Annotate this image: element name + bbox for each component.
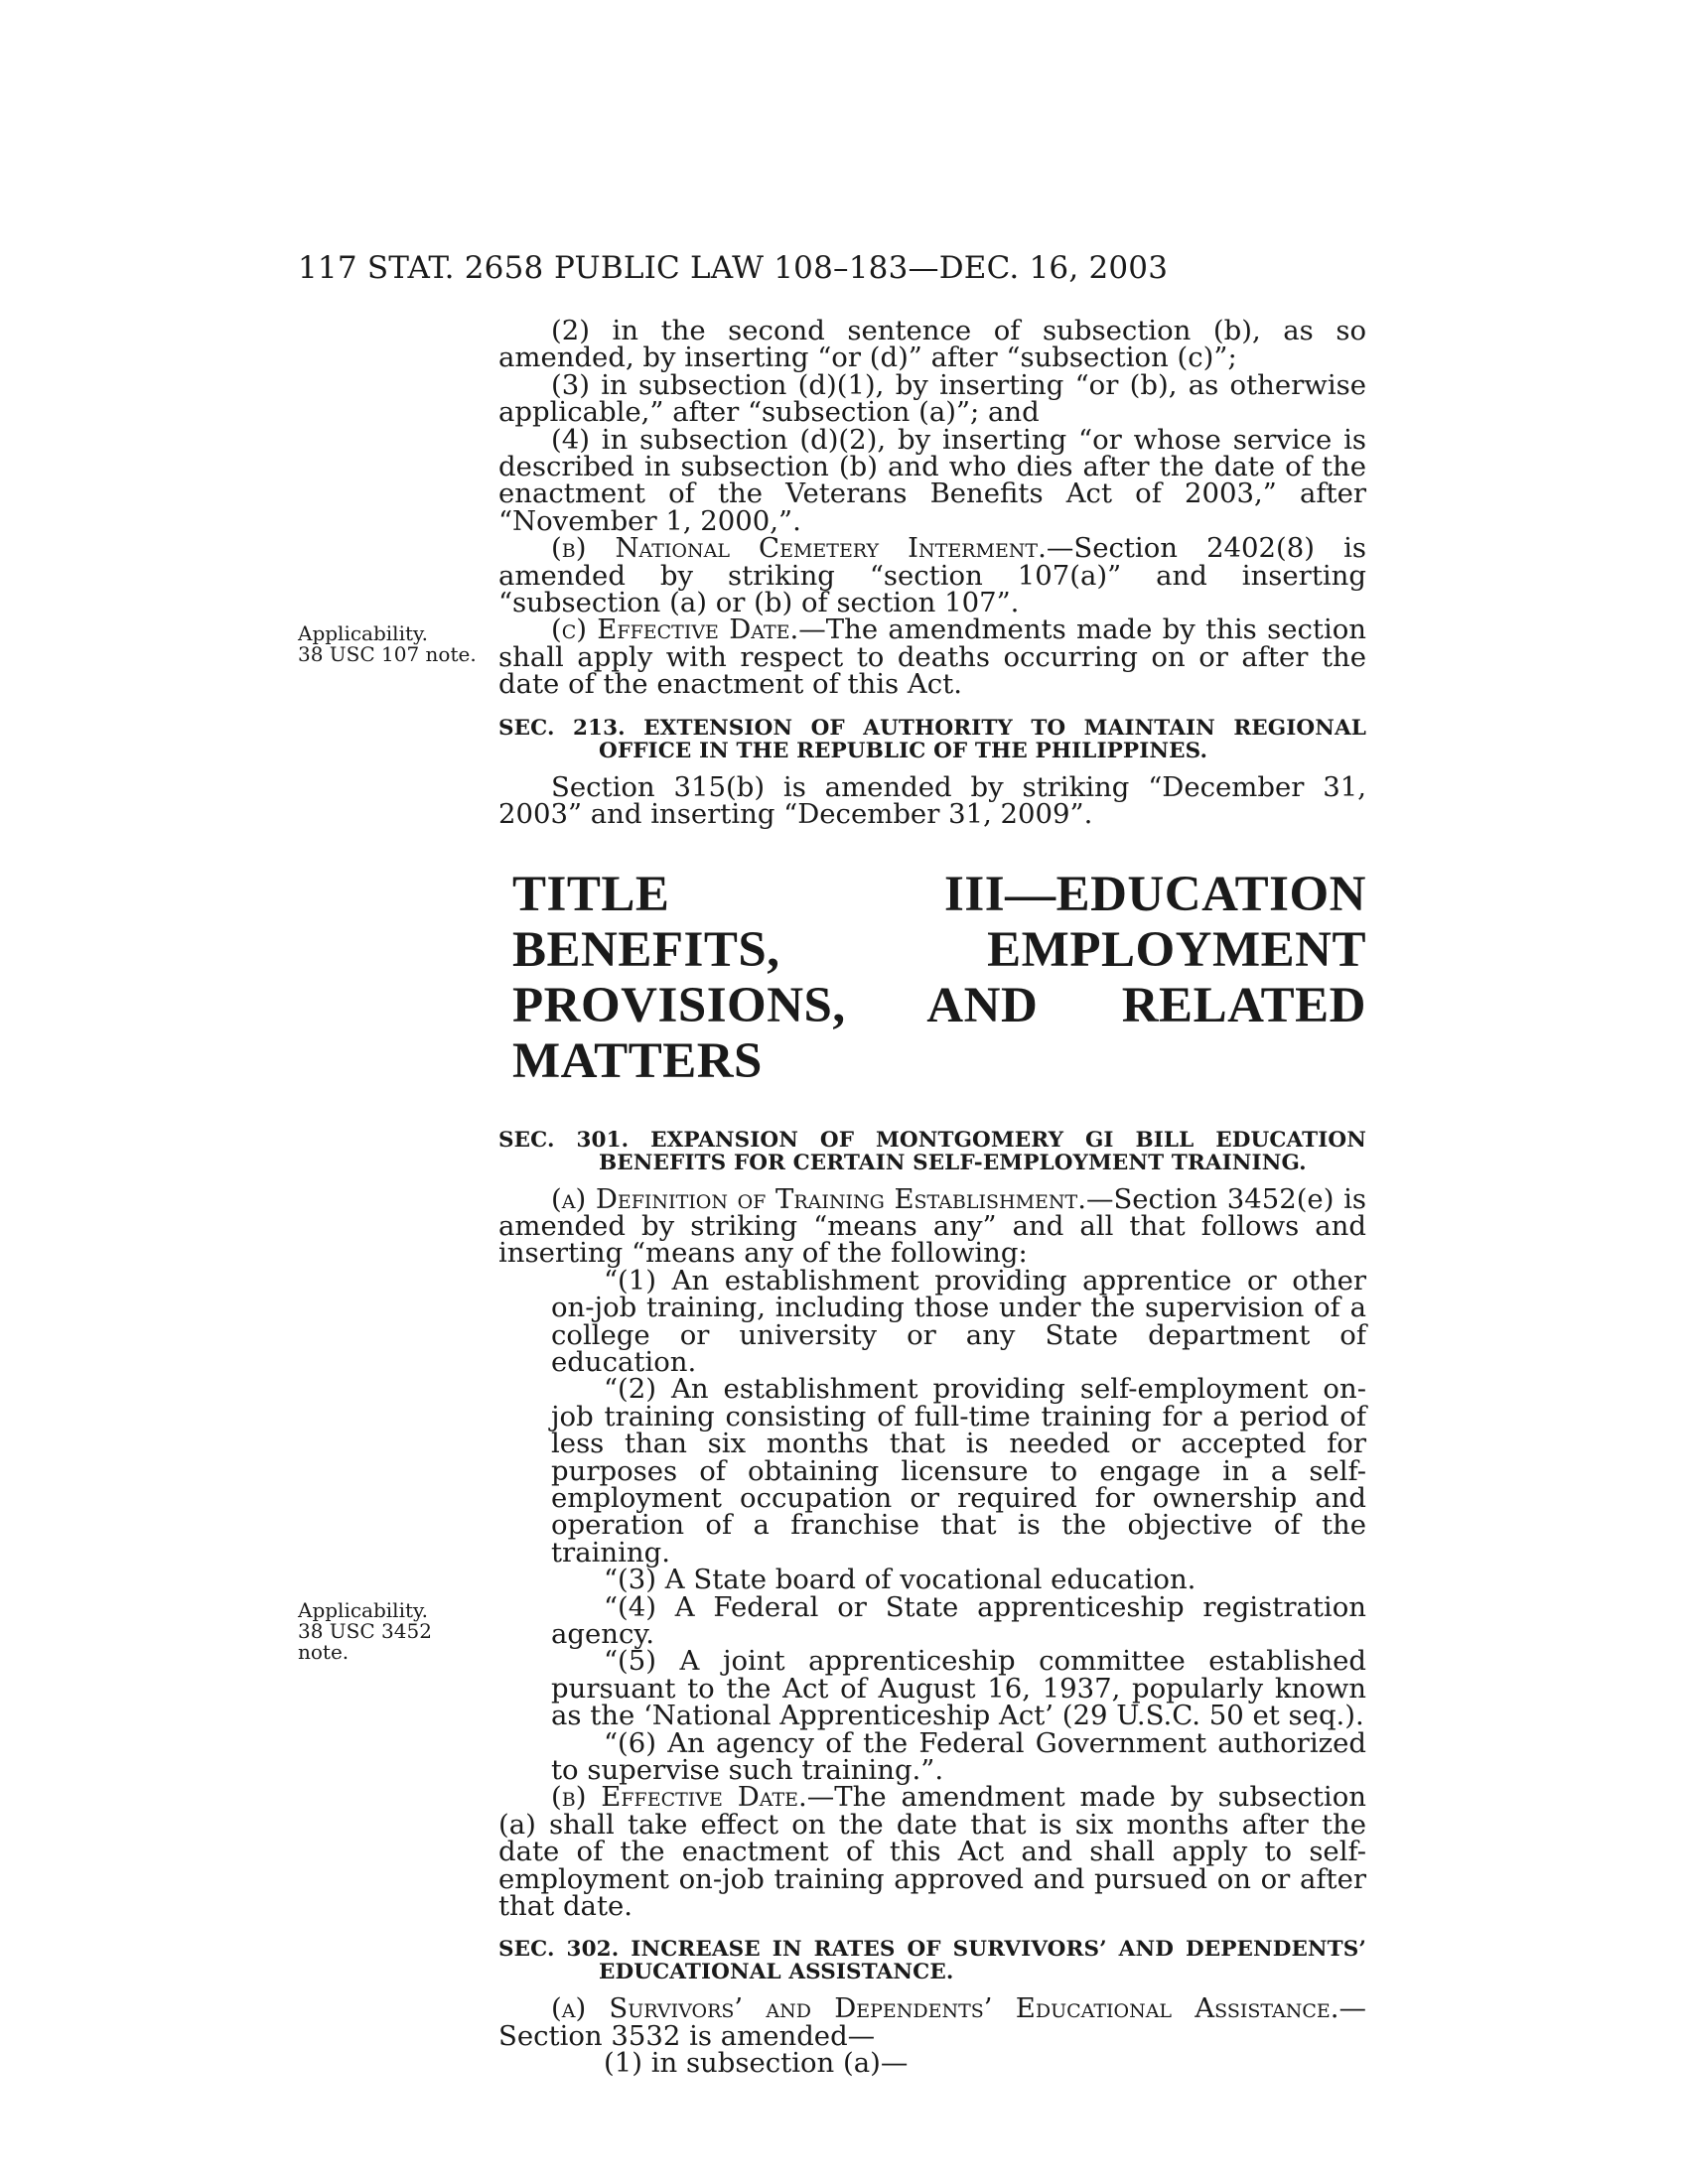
quoted-item-6: “(6) An agency of the Federal Government authorized to supervise such training.”. — [551, 1726, 1366, 1787]
margin-note-line: Applicability. — [298, 621, 428, 645]
subsection-c-heading: (c) Effective Date. — [551, 614, 799, 646]
section-301-heading: SEC. 301. EXPANSION OF MONTGOMERY GI BILL EDUCATION BENEFITS FOR CERTAIN SELF-EMPLOYMENT TRAINING. — [498, 1127, 1366, 1175]
quoted-item-5: “(5) A joint apprenticeship committee established pursuant to the Act of August 16, 1937, popularly known as the ‘National Apprenticeship Act’ (29 U.S.C. 50 et seq.). — [551, 1645, 1366, 1732]
section-301-subsection-a — [498, 1182, 1366, 1270]
section-302-a-text: —Section 3532 is amended— — [498, 1992, 1366, 2052]
section-302-a-heading: (a) Survivors’ and Dependents’ Educational Assistance. — [551, 1992, 1339, 2025]
section-301-subsection-b — [498, 1781, 1366, 1923]
section-301-a-text: —Section 3452(e) is amended by striking “means any” and all that follows and inserting “means any of the following: — [498, 1182, 1366, 1270]
subsection-c-text: —The amendments made by this section shall apply with respect to deaths occurring on or after the date of the enactment of this Act. — [498, 614, 1367, 701]
margin-note-line: Applicability. — [298, 1598, 428, 1622]
quoted-item-4: “(4) A Federal or State apprenticeship registration agency. — [551, 1590, 1366, 1650]
section-302-item-1: (1) in subsection (a)— — [604, 2047, 909, 2080]
page-number-stat: 117 STAT. 2658 — [298, 250, 544, 286]
section-302-heading: SEC. 302. INCREASE IN RATES OF SURVIVORS’ AND DEPENDENTS’ EDUCATIONAL ASSISTANCE. — [498, 1937, 1366, 1985]
section-301-a-heading: (a) Definition of Training Establishment. — [551, 1182, 1086, 1215]
margin-note-applicability-3452 — [298, 1600, 432, 1663]
quoted-item-1: “(1) An establishment providing apprentice or other on-job training, including those under the supervision of a college or university or any State department of education. — [551, 1264, 1366, 1378]
section-213-text: Section 315(b) is amended by striking “December 31, 2003” and inserting “December 31, 2009”. — [498, 770, 1366, 831]
paragraph-4: (4) in subsection (d)(2), by inserting “or whose service is described in subsection (b) and who dies after the date of the enactment of the Veterans Benefits Act of 2003,” after “November 1, 2000,”. — [498, 423, 1366, 537]
subsection-b-heading: (b) National Cemetery Interment. — [551, 532, 1047, 565]
margin-note-applicability-107 — [298, 623, 477, 665]
section-301-b-text: —The amendment made by subsection (a) shall take effect on the date that is six months after the date of the enactment of this Act and shall apply to self-employment on-job training approved and pursued on or after that date. — [498, 1781, 1366, 1923]
margin-note-line: note. — [298, 1640, 350, 1664]
paragraph-3: (3) in subsection (d)(1), by inserting “or (b), as otherwise applicable,” after “subsection (a)”; and — [498, 368, 1366, 429]
main-text-column — [498, 315, 1367, 2080]
quoted-item-3: “(3) A State board of vocational education. — [604, 1564, 1196, 1596]
margin-note-line: 38 USC 107 note. — [298, 642, 477, 666]
section-301-b-heading: (b) Effective Date. — [551, 1781, 807, 1814]
paragraph-2: (2) in the second sentence of subsection (b), as so amended, by inserting “or (d)” after “subsection (c)”; — [498, 315, 1366, 374]
running-header: PUBLIC LAW 108–183—DEC. 16, 2003 — [554, 250, 1169, 286]
subsection-b-text: —Section 2402(8) is amended by striking “section 107(a)” and inserting “subsection (a) or (b) of section 107”. — [498, 532, 1366, 619]
subsection-b — [498, 532, 1366, 619]
title-iii-heading: TITLE III—EDUCATION BENEFITS, EMPLOYMENT PROVISIONS, AND RELATED MATTERS — [512, 866, 1366, 1089]
margin-note-line: 38 USC 3452 — [298, 1619, 432, 1643]
quoted-item-2: “(2) An establishment providing self-employment on-job training consisting of full-time training for a period of less than six months that is needed or accepted for purposes of obtaining licensure to engage in a self-employment occupation or required for ownership and operation of a franchise that is the objective of the training. — [551, 1373, 1366, 1569]
section-302-subsection-a — [498, 1992, 1366, 2052]
subsection-c — [498, 614, 1367, 701]
section-213-heading: SEC. 213. EXTENSION OF AUTHORITY TO MAINTAIN REGIONAL OFFICE IN THE REPUBLIC OF THE PHILIPPINES. — [498, 715, 1366, 763]
